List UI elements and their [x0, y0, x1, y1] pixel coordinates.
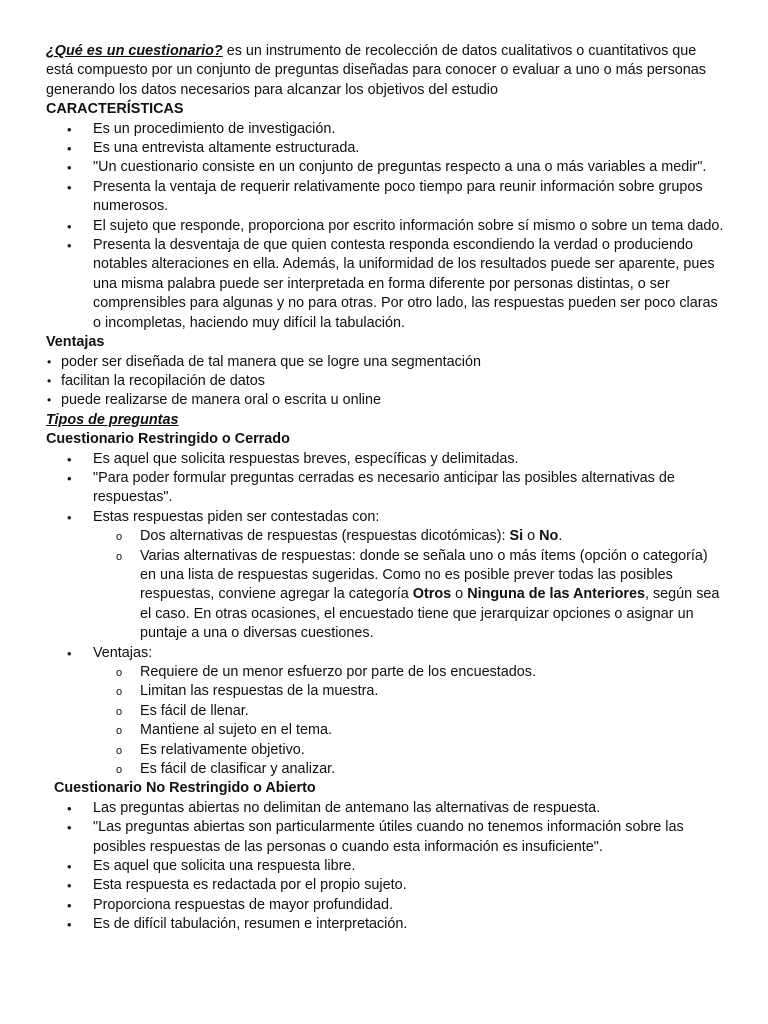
list-item: • Es de difícil tabulación, resumen e interpretación. [46, 915, 724, 934]
sub-list-item: o Es relativamente objetivo. [46, 741, 724, 760]
abierto-list [46, 799, 724, 935]
caracteristicas-list [46, 120, 724, 333]
sub-list-item: o Es fácil de llenar. [46, 702, 724, 721]
intro-paragraph [46, 42, 724, 100]
sub-list-item [46, 547, 724, 644]
abierto-heading: Cuestionario No Restringido o Abierto [54, 780, 316, 797]
sub-text: o [451, 586, 468, 603]
list-item: • "Para poder formular preguntas cerradas es necesario anticipar las posibles alternativas de respuestas". [46, 469, 724, 508]
sub-text: , según sea el caso. En otras ocasiones, el encuestado tiene que jerarquizar opciones o asignar un puntaje a una o diversas cuestiones. [140, 586, 720, 642]
list-item: • "Un cuestionario consiste en un conjunto de preguntas respecto a una o más variables a medir". [46, 158, 724, 177]
sub-text: o [523, 528, 540, 545]
list-item-text: Estas respuestas piden ser contestadas con: [93, 508, 380, 525]
sub-text: . [558, 528, 563, 545]
sub-list-item: o Requiere de un menor esfuerzo por parte de los encuestados. [46, 663, 724, 682]
list-item: • Es una entrevista altamente estructurada. [46, 139, 724, 158]
list-item: • Es aquel que solicita respuestas breves, específicas y delimitadas. [46, 450, 724, 469]
list-item: • facilitan la recopilación de datos [46, 372, 724, 391]
bold-si: Si [509, 528, 524, 545]
list-item: • Las preguntas abiertas no delimitan de antemano las alternativas de respuesta. [46, 799, 724, 818]
list-item: • Proporciona respuestas de mayor profundidad. [46, 896, 724, 915]
cerrado-sublist [46, 527, 724, 643]
tipos-heading: Tipos de preguntas [46, 411, 179, 428]
list-item: • Es un procedimiento de investigación. [46, 120, 724, 139]
list-item: • "Las preguntas abiertas son particularmente útiles cuando no tenemos información sobre las posibles respuestas de las personas o cuando esta información es insuficiente". [46, 818, 724, 857]
ventajas-heading: Ventajas [46, 334, 105, 351]
list-item: • Presenta la desventaja de que quien contesta responda escondiendo la verdad o produciendo notables alteraciones en ella. Además, la uniformidad de los resultados puede ser aparente, pues una misma palabra puede ser interpretada en forma diferente por personas distintas, o ser comprensibles para algunas y no para otras. Por otro lado, las respuestas pueden ser poco claras o incompletas, haciendo muy difícil la tabulación. [46, 236, 724, 333]
intro-text: es un instrumento de recolección de datos cualitativos o cuantitativos que está compuesto por un conjunto de preguntas diseñadas para conocer o evaluar a uno o más personas generando los datos necesarios para alcanzar los objetivos del estudio [46, 43, 707, 98]
sub-text: Dos alternativas de respuestas (respuestas dicotómicas): [140, 528, 510, 545]
cerrado-ventajas-sublist [46, 663, 724, 779]
cerrado-ventajas-list [46, 644, 724, 663]
ventajas-list [46, 353, 724, 411]
list-item: • Ventajas: [46, 644, 724, 663]
sub-list-item [46, 527, 724, 546]
cerrado-heading: Cuestionario Restringido o Cerrado [46, 431, 290, 448]
bold-ninguna: Ninguna de las Anteriores [467, 586, 645, 603]
cerrado-list [46, 450, 724, 528]
sub-list-item: o Es fácil de clasificar y analizar. [46, 760, 724, 779]
list-item: • Presenta la ventaja de requerir relativamente poco tiempo para reunir información sobre grupos numerosos. [46, 178, 724, 217]
list-item: • puede realizarse de manera oral o escrita u online [46, 391, 724, 410]
list-item: • poder ser diseñada de tal manera que se logre una segmentación [46, 353, 724, 372]
sub-list-item: o Limitan las respuestas de la muestra. [46, 682, 724, 701]
list-item: • El sujeto que responde, proporciona por escrito información sobre sí mismo o sobre un tema dado. [46, 217, 724, 236]
caracteristicas-heading: CARACTERÍSTICAS [46, 101, 184, 118]
bold-otros: Otros [412, 586, 452, 603]
list-item: • Esta respuesta es redactada por el propio sujeto. [46, 876, 724, 895]
intro-question: ¿Qué es un cuestionario? [46, 43, 223, 59]
sub-list-item: o Mantiene al sujeto en el tema. [46, 721, 724, 740]
sub-text: Varias alternativas de respuestas: donde se señala uno o más ítems (opción o categoría) en una lista de respuestas sugeridas. Como no es posible prever todas las posibles respuestas, conviene agregar la categoría [140, 547, 708, 603]
bold-no: No [539, 528, 559, 545]
list-item [46, 508, 724, 527]
list-item: • Es aquel que solicita una respuesta libre. [46, 857, 724, 876]
